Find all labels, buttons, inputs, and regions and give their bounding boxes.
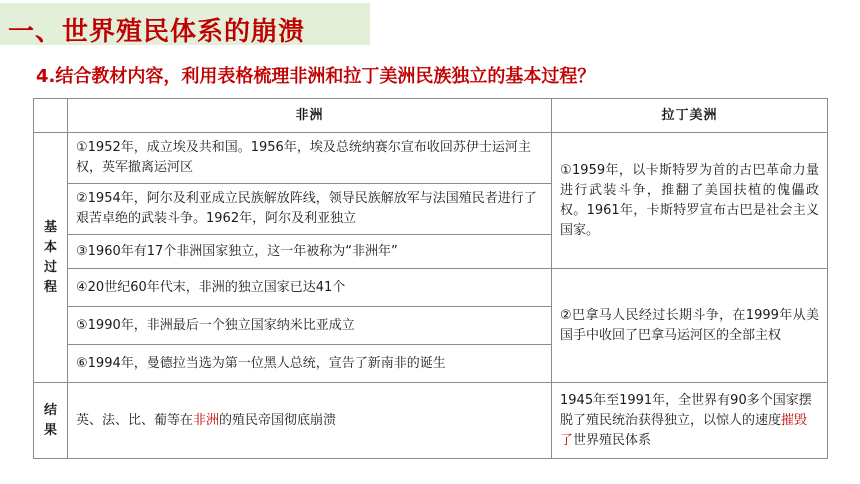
table-corner-cell bbox=[34, 99, 68, 133]
column-header-africa: 非洲 bbox=[68, 99, 552, 133]
africa-process-item-1: ①1952年，成立埃及共和国。1956年，埃及总统纳赛尔宣布收回苏伊士运河主权，英军撤离运河区 bbox=[68, 133, 552, 184]
africa-result-text: 英、法、比、葡等在 bbox=[76, 412, 194, 428]
africa-result-text-end: 的殖民帝国彻底崩溃 bbox=[219, 412, 337, 428]
row-header-process bbox=[34, 133, 68, 383]
row-header-result bbox=[34, 383, 68, 459]
row-header-process-label: 基本过程 bbox=[43, 219, 57, 295]
latin-result bbox=[552, 383, 828, 459]
latin-result-highlight: 摧毁了 bbox=[560, 412, 808, 448]
table-result-row bbox=[34, 383, 828, 459]
slide-title: 一、世界殖民体系的崩溃 bbox=[8, 17, 306, 47]
question-prompt: 4.结合教材内容，利用表格梳理非洲和拉丁美洲民族独立的基本过程？ bbox=[36, 66, 596, 87]
africa-process-item-5: ⑤1990年，非洲最后一个独立国家纳米比亚成立 bbox=[68, 307, 552, 345]
table-row bbox=[34, 269, 828, 307]
africa-result bbox=[68, 383, 552, 459]
latin-result-text: 1945年至1991年，全世界有90多个国家摆脱了殖民统治获得独立，以惊人的速度 bbox=[560, 392, 812, 428]
latin-process-item-1: ①1959年，以卡斯特罗为首的古巴革命力量进行武装斗争，推翻了美国扶植的傀儡政权。1961年，卡斯特罗宣布古巴是社会主义国家。 bbox=[552, 133, 828, 269]
latin-process-item-2: ②巴拿马人民经过长期斗争，在1999年从美国手中收回了巴拿马运河区的全部主权 bbox=[552, 269, 828, 383]
africa-result-highlight: 非洲 bbox=[193, 412, 220, 428]
column-header-latin-america: 拉丁美洲 bbox=[552, 99, 828, 133]
africa-process-item-2: ②1954年，阿尔及利亚成立民族解放阵线，领导民族解放军与法国殖民者进行了艰苦卓绝的武装斗争。1962年，阿尔及利亚独立 bbox=[68, 184, 552, 235]
comparison-table bbox=[33, 98, 828, 459]
africa-process-item-3: ③1960年有17个非洲国家独立，这一年被称为“非洲年” bbox=[68, 235, 552, 269]
title-banner bbox=[0, 3, 370, 45]
table-row bbox=[34, 133, 828, 184]
africa-process-item-4: ④20世纪60年代末，非洲的独立国家已达41个 bbox=[68, 269, 552, 307]
row-header-result-label: 结果 bbox=[43, 402, 57, 438]
latin-result-text-end: 世界殖民体系 bbox=[573, 432, 652, 448]
table-header-row bbox=[34, 99, 828, 133]
africa-process-item-6: ⑥1994年，曼德拉当选为第一位黑人总统，宣告了新南非的诞生 bbox=[68, 345, 552, 383]
